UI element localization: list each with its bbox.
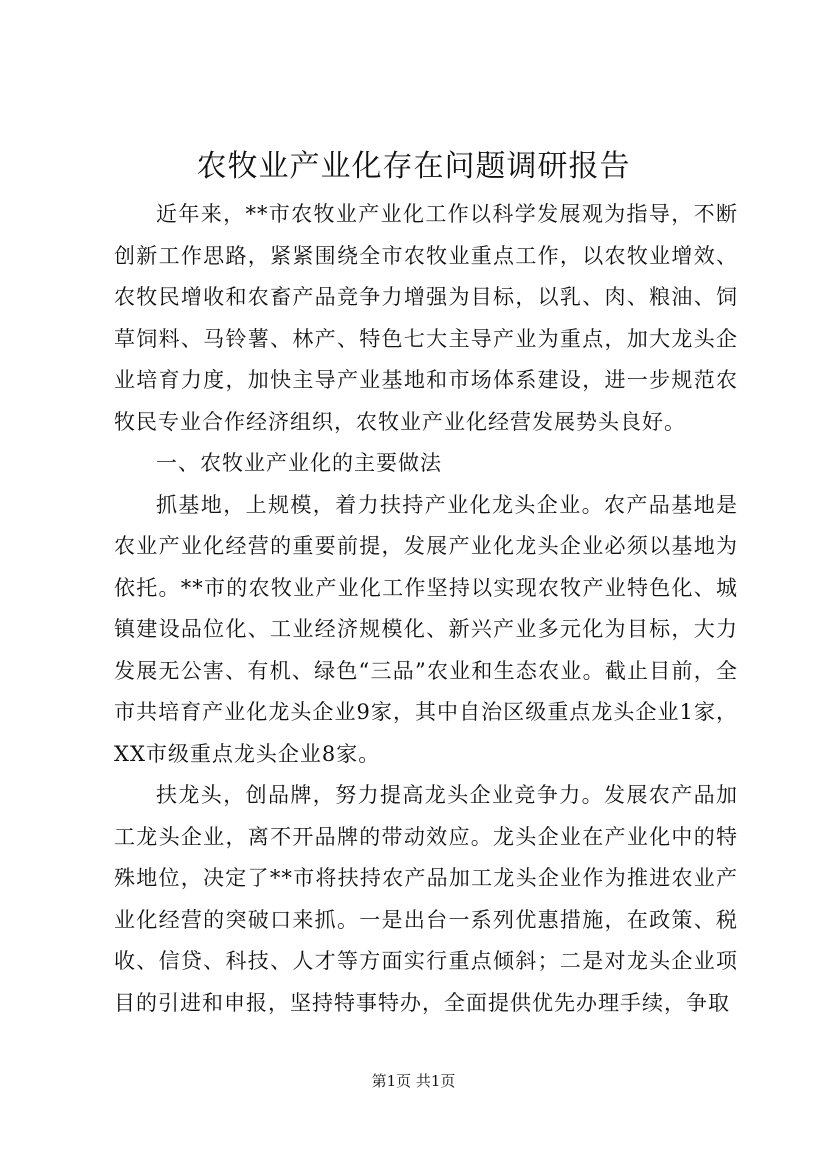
document-title: 农牧业产业化存在问题调研报告 xyxy=(196,149,631,184)
page-footer xyxy=(0,1070,827,1092)
page-number: 第1页 共1页 xyxy=(371,1072,456,1090)
paragraph-brand: 扶龙头，创品牌，努力提高龙头企业竞争力。发展农产品加工龙头企业，离不开品牌的带动效应。龙头企业在产业化中的特殊地位，决定了**市将扶持农产品加工龙头企业作为推进农业产业化经营的突破口来抓。一是出台一系列优惠措施，在政策、税收、信贷、科技、人才等方面实行重点倾斜；二是对龙头企业项目的引进和申报，坚持特事特办，全面提供优先办理手续，争取 xyxy=(114,783,738,1015)
paragraph-base: 抓基地，上规模，着力扶持产业化龙头企业。农产品基地是农业产业化经营的重要前提，发展产业化龙头企业必须以基地为依托。**市的农牧业产业化工作坚持以实现农牧产业特色化、城镇建设品位化、工业经济规模化、新兴产业多元化为目标，大力发展无公害、有机、绿色“三品”农业和生态农业。截止目前，全市共培育产业化龙头企业9家，其中自治区级重点龙头企业1家，XX市级重点龙头企业8家。 xyxy=(114,492,738,766)
section-heading: 一、农牧业产业化的主要做法 xyxy=(156,451,442,475)
document-body xyxy=(114,194,738,1024)
paragraph-intro: 近年来，**市农牧业产业化工作以科学发展观为指导，不断创新工作思路，紧紧围绕全市农牧业重点工作，以农牧业增效、农牧民增收和农畜产品竞争力增强为目标，以乳、肉、粮油、饲草饲料、马铃薯、林产、特色七大主导产业为重点，加大龙头企业培育力度，加快主导产业基地和市场体系建设，进一步规范农牧民专业合作经济组织，农牧业产业化经营发展势头良好。 xyxy=(114,202,738,434)
